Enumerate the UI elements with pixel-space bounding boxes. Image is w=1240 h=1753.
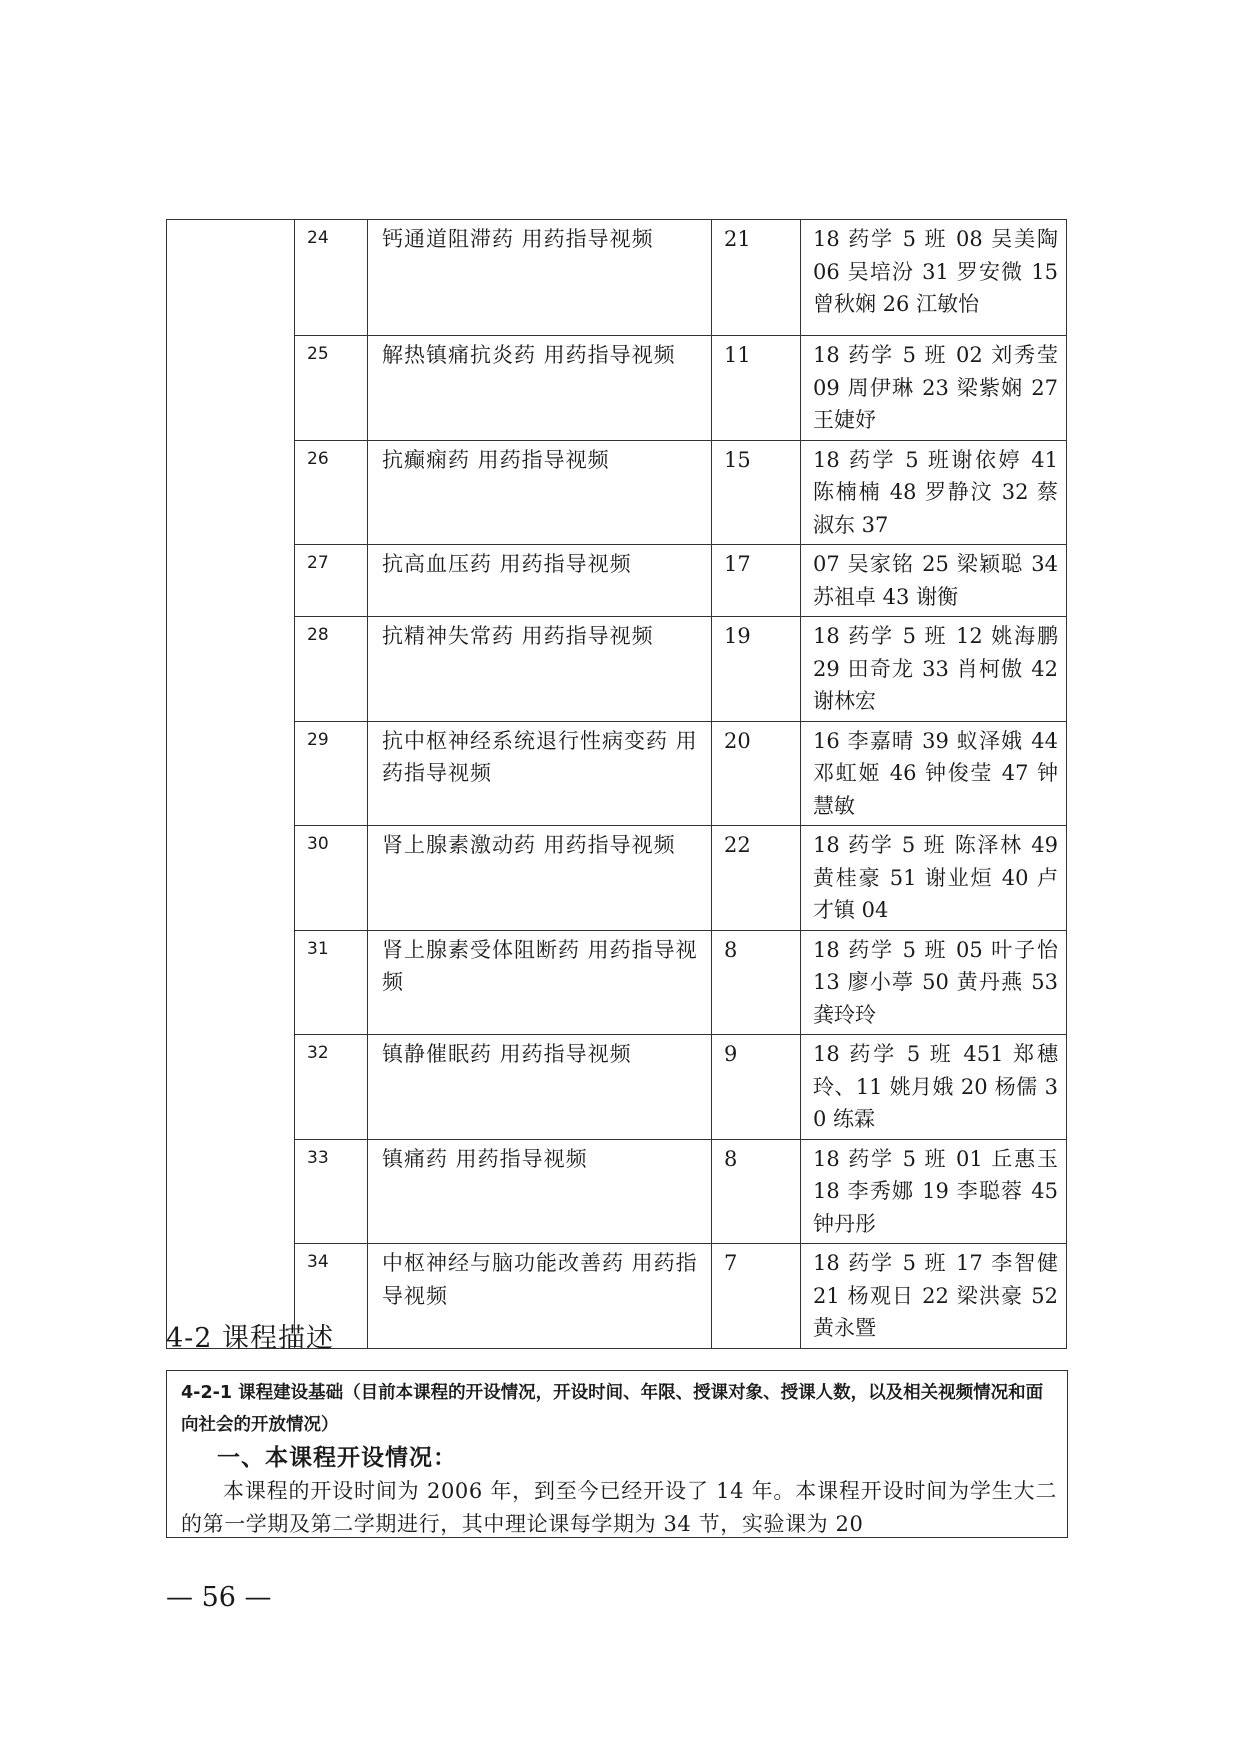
table-row bbox=[167, 1139, 1067, 1244]
student-list-cell bbox=[801, 1139, 1067, 1244]
video-duration: 7 bbox=[724, 1251, 738, 1275]
row-number: 31 bbox=[307, 938, 329, 959]
student-list-cell bbox=[801, 336, 1067, 441]
video-name-cell bbox=[368, 930, 712, 1035]
video-duration: 8 bbox=[724, 937, 738, 962]
student-list: 18 药学 5 班 451 郑穗玲、11 姚月娥 20 杨儒 30 练霖 bbox=[813, 1042, 1058, 1131]
student-list-cell bbox=[801, 545, 1067, 617]
row-number-cell bbox=[295, 545, 368, 617]
video-name: 肾上腺素激动药 用药指导视频 bbox=[382, 833, 676, 857]
student-list-cell bbox=[801, 1244, 1067, 1349]
row-number-cell bbox=[295, 930, 368, 1035]
video-duration: 20 bbox=[724, 728, 751, 753]
video-name: 镇痛药 用药指导视频 bbox=[382, 1146, 588, 1171]
student-list: 16 李嘉晴 39 蚁泽娥 44 邓虹姬 46 钟俊莹 47 钟慧敏 bbox=[813, 728, 1058, 818]
video-duration: 21 bbox=[724, 227, 751, 251]
video-name-cell bbox=[368, 617, 712, 722]
row-number: 32 bbox=[307, 1043, 329, 1063]
row-number: 28 bbox=[307, 625, 329, 645]
video-name-cell bbox=[368, 1139, 712, 1244]
student-list-cell bbox=[801, 220, 1067, 336]
video-duration-cell bbox=[712, 1139, 801, 1244]
video-duration: 19 bbox=[724, 624, 751, 648]
video-name: 中枢神经与脑功能改善药 用药指导视频 bbox=[382, 1251, 698, 1308]
student-list: 18 药学 5 班谢依婷 41 陈楠楠 48 罗静汶 32 蔡淑东 37 bbox=[813, 447, 1058, 537]
student-list-cell bbox=[801, 930, 1067, 1035]
section-title: 4-2 课程描述 bbox=[166, 1323, 335, 1354]
row-number-cell bbox=[295, 617, 368, 722]
row-number-cell bbox=[295, 336, 368, 441]
video-name: 钙通道阻滞药 用药指导视频 bbox=[382, 227, 654, 251]
table-row bbox=[167, 826, 1067, 931]
box-label: 4-2-1 课程建设基础（目前本课程的开设情况，开设时间、年限、授课对象、授课人数，以及相关视频情况和面向社会的开放情况） bbox=[181, 1383, 1044, 1435]
table-row bbox=[167, 440, 1067, 545]
video-duration-cell bbox=[712, 545, 801, 617]
video-duration-cell bbox=[712, 220, 801, 336]
row-number-cell bbox=[295, 220, 368, 336]
box-subheading: 一、本课程开设情况： bbox=[217, 1444, 457, 1471]
page-number: — 56 — bbox=[166, 1582, 272, 1613]
video-name: 抗精神失常药 用药指导视频 bbox=[382, 624, 654, 648]
student-list: 18 药学 5 班 12 姚海鹏 29 田奇龙 33 肖柯傲 42 谢林宏 bbox=[813, 624, 1058, 713]
video-name-cell bbox=[368, 440, 712, 545]
student-list: 18 药学 5 班 05 叶子怡 13 廖小葶 50 黄丹燕 53 龚玲玲 bbox=[813, 937, 1058, 1027]
video-duration: 22 bbox=[724, 833, 751, 857]
student-list-cell bbox=[801, 1035, 1067, 1140]
student-list: 18 药学 5 班 17 李智健 21 杨观日 22 梁洪豪 52 黄永暨 bbox=[813, 1251, 1058, 1340]
video-duration-cell bbox=[712, 1244, 801, 1349]
student-list-cell bbox=[801, 721, 1067, 826]
video-name-cell bbox=[368, 220, 712, 336]
video-duration-cell bbox=[712, 930, 801, 1035]
video-name-cell bbox=[368, 1035, 712, 1140]
row-number: 27 bbox=[307, 553, 329, 573]
student-list: 07 吴家铭 25 梁颖聪 34 苏祖卓 43 谢衡 bbox=[813, 552, 1058, 609]
row-number-cell bbox=[295, 1139, 368, 1244]
video-duration-cell bbox=[712, 721, 801, 826]
video-duration-cell bbox=[712, 1035, 801, 1140]
student-list: 18 药学 5 班 08 吴美陶 06 吴培汾 31 罗安微 15 曾秋娴 26 江敏怡 bbox=[813, 227, 1058, 316]
row-number: 33 bbox=[307, 1147, 329, 1168]
student-list: 18 药学 5 班 01 丘惠玉 18 李秀娜 19 李聪蓉 45 钟丹彤 bbox=[813, 1146, 1058, 1236]
video-name-cell bbox=[368, 1244, 712, 1349]
box-paragraph: 本课程的开设时间为 2006 年，到至今已经开设了 14 年。本课程开设时间为学生大二的第一学期及第二学期进行，其中理论课每学期为 34 节，实验课为 20 bbox=[181, 1479, 1057, 1536]
video-duration: 15 bbox=[724, 447, 751, 472]
video-name-cell bbox=[368, 826, 712, 931]
table-row bbox=[167, 930, 1067, 1035]
student-list: 18 药学 5 班 02 刘秀莹 09 周伊琳 23 梁紫娴 27 王婕妤 bbox=[813, 343, 1058, 432]
row-number: 29 bbox=[307, 729, 329, 750]
category-cell bbox=[167, 220, 295, 1349]
video-name: 抗癫痫药 用药指导视频 bbox=[382, 447, 610, 472]
row-number-cell bbox=[295, 1035, 368, 1140]
table-row bbox=[167, 617, 1067, 722]
table-body bbox=[167, 220, 1067, 1349]
row-number-cell bbox=[295, 826, 368, 931]
video-list-table bbox=[166, 219, 1067, 1349]
video-duration-cell bbox=[712, 336, 801, 441]
row-number: 30 bbox=[307, 834, 329, 854]
row-number: 34 bbox=[307, 1252, 329, 1272]
video-duration: 17 bbox=[724, 552, 751, 576]
course-description-box bbox=[166, 1370, 1068, 1538]
video-name-cell bbox=[368, 545, 712, 617]
table-row bbox=[167, 336, 1067, 441]
student-list-cell bbox=[801, 440, 1067, 545]
video-duration-cell bbox=[712, 826, 801, 931]
video-name: 抗中枢神经系统退行性病变药 用药指导视频 bbox=[382, 728, 698, 785]
video-duration: 11 bbox=[724, 343, 751, 367]
row-number: 24 bbox=[307, 228, 329, 248]
table-row bbox=[167, 545, 1067, 617]
table-row bbox=[167, 1035, 1067, 1140]
student-list: 18 药学 5 班 陈泽林 49 黄桂豪 51 谢业烜 40 卢才镇 04 bbox=[813, 833, 1058, 922]
video-name-cell bbox=[368, 336, 712, 441]
row-number: 25 bbox=[307, 344, 329, 364]
video-name: 解热镇痛抗炎药 用药指导视频 bbox=[382, 343, 676, 367]
video-duration-cell bbox=[712, 440, 801, 545]
video-duration: 9 bbox=[724, 1042, 738, 1066]
row-number-cell bbox=[295, 440, 368, 545]
video-name-cell bbox=[368, 721, 712, 826]
video-name: 肾上腺素受体阻断药 用药指导视频 bbox=[382, 937, 698, 994]
table-row bbox=[167, 721, 1067, 826]
student-list-cell bbox=[801, 617, 1067, 722]
row-number-cell bbox=[295, 721, 368, 826]
table-row bbox=[167, 220, 1067, 336]
video-duration: 8 bbox=[724, 1146, 738, 1171]
row-number: 26 bbox=[307, 448, 329, 469]
video-name: 抗高血压药 用药指导视频 bbox=[382, 552, 632, 576]
video-name: 镇静催眠药 用药指导视频 bbox=[382, 1042, 632, 1066]
student-list-cell bbox=[801, 826, 1067, 931]
video-duration-cell bbox=[712, 617, 801, 722]
